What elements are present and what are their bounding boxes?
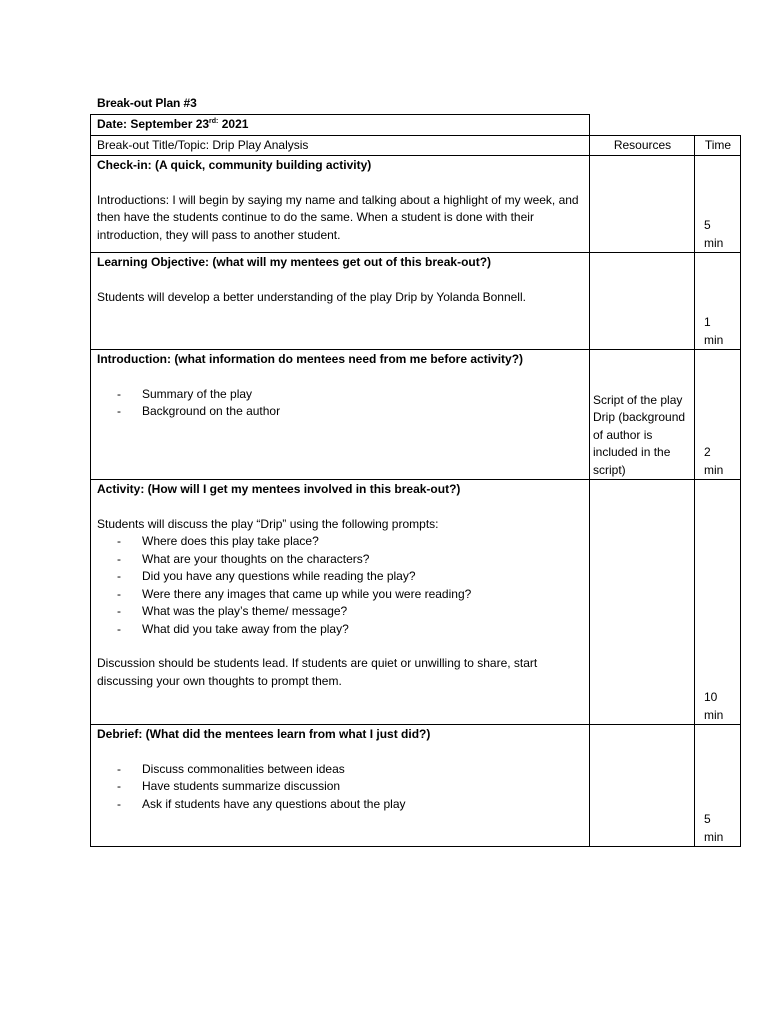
objective-time-value: 1: [704, 315, 711, 329]
activity-resources: [590, 480, 695, 725]
list-item: - Where does this play take place?: [117, 534, 319, 548]
list-item: - Were there any images that came up while you were reading?: [117, 586, 472, 601]
introduction-resources: Script of the play Drip (background of author is included in the script): [593, 392, 686, 477]
introduction-row: [91, 350, 741, 480]
list-item: - What was the play’s theme/ message?: [117, 604, 348, 618]
checkin-cell: [91, 156, 590, 253]
debrief-time-unit: min: [704, 829, 724, 844]
objective-cell: [91, 253, 590, 350]
debrief-time-value: 5: [704, 812, 711, 826]
checkin-body: Introductions: I will begin by saying my name and talking about a highlight of my week, and then have the students continue to do the same. When a student is done with their introduction, they will pass to another student.: [97, 192, 579, 242]
checkin-time-value: 5: [704, 218, 711, 232]
introduction-resources-cell: [590, 350, 695, 480]
resources-header: Resources: [590, 136, 695, 156]
list-item: - Summary of the play: [117, 386, 253, 401]
debrief-row: [91, 725, 741, 847]
topic-cell: Break-out Title/Topic: Drip Play Analysis: [91, 136, 590, 156]
checkin-row: [91, 156, 741, 253]
activity-cell: [91, 480, 590, 725]
objective-body: Students will develop a better understanding of the play Drip by Yolanda Bonnell.: [97, 289, 526, 304]
introduction-cell: [91, 350, 590, 480]
date-cell: Date: September $23^{rd:}$ 2021: [91, 115, 590, 136]
objective-resources: [590, 253, 695, 350]
list-item: - Background on the author: [117, 404, 281, 418]
objective-row: [91, 253, 741, 350]
breakout-plan-table: [90, 114, 741, 847]
introduction-list: [97, 386, 584, 421]
objective-heading: Learning Objective: (what will my mentees get out of this break-out?): [97, 255, 492, 269]
introduction-time-unit: min: [704, 462, 724, 477]
activity-time: [695, 480, 741, 725]
checkin-time: [695, 156, 741, 253]
list-item: - Did you have any questions while reading the play?: [117, 569, 416, 583]
debrief-time: [695, 725, 741, 847]
checkin-time-unit: min: [704, 235, 724, 250]
list-item: - Have students summarize discussion: [117, 779, 341, 793]
objective-time: [695, 253, 741, 350]
time-header: Time: [695, 136, 741, 156]
header-row: [91, 136, 741, 156]
activity-heading: Activity: (How will I get my mentees involved in this break-out?): [97, 482, 461, 496]
activity-prompt-list: [97, 533, 584, 638]
activity-time-value: 10: [704, 690, 718, 704]
activity-intro: Students will discuss the play “Drip” using the following prompts:: [97, 516, 439, 531]
objective-time-unit: min: [704, 332, 724, 347]
list-item: - What are your thoughts on the characters?: [117, 551, 370, 566]
activity-closing: Discussion should be students lead. If students are quiet or unwilling to share, start discussing your own thoughts to prompt them.: [97, 656, 538, 688]
debrief-cell: [91, 725, 590, 847]
debrief-list: [97, 761, 584, 814]
debrief-heading: Debrief: (What did the mentees learn from what I just did?): [97, 727, 431, 741]
debrief-resources: [590, 725, 695, 847]
list-item: - Ask if students have any questions about the play: [117, 796, 406, 811]
list-item: - What did you take away from the play?: [117, 621, 349, 636]
checkin-resources: [590, 156, 695, 253]
plan-title: Break-out Plan #3: [97, 96, 197, 110]
introduction-time-value: 2: [704, 445, 711, 459]
activity-row: [91, 480, 741, 725]
activity-time-unit: min: [704, 707, 724, 722]
introduction-heading: Introduction: (what information do mentees need from me before activity?): [97, 352, 524, 366]
checkin-heading: Check-in: (A quick, community building activity): [97, 158, 372, 172]
date-row: [91, 115, 741, 136]
list-item: - Discuss commonalities between ideas: [117, 761, 345, 776]
introduction-time: [695, 350, 741, 480]
